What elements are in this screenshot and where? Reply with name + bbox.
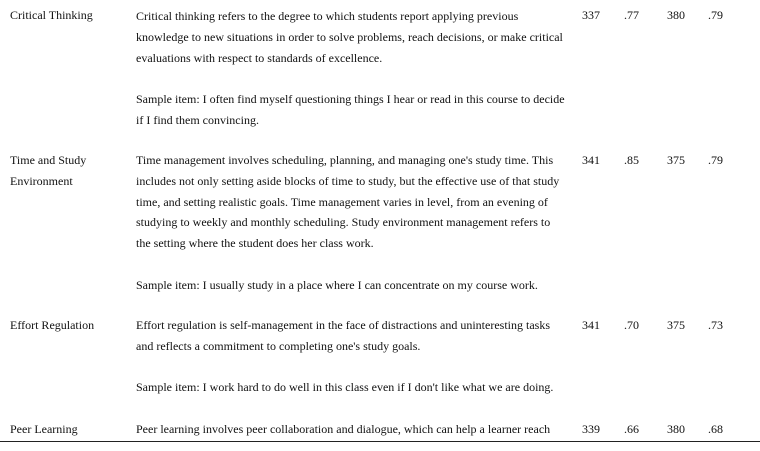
sample-item: Sample item: I usually study in a place where I can concentrate on my course work. (136, 277, 538, 292)
alpha-value-1: .77 (624, 8, 639, 22)
alpha-value-2: .79 (708, 153, 723, 167)
n-value-2: 375 (667, 153, 685, 167)
n-value-1: 337 (582, 8, 600, 22)
alpha-value-1: .85 (624, 153, 639, 167)
construct-label: Effort Regulation (10, 318, 95, 332)
construct-description: Time management involves scheduling, planning, and managing one's study time. This includes not only setting aside blocks of time to study, but the effective use of that study time, and setting realistic goals. Time management varies in level, from an evening of studying to weekly and monthly scheduling. Study environment management refers to the setting where the student does her class work. (136, 153, 560, 251)
sample-item: Sample item: I work hard to do well in this class even if I don't like what we are doing. (136, 380, 554, 395)
n-value-2: 380 (667, 8, 685, 22)
n-value-1: 341 (582, 153, 600, 167)
construct-description: Peer learning involves peer collaboration and dialogue, which can help a learner reach (136, 422, 551, 436)
construct-description: Effort regulation is self-management in the face of distractions and uninteresting tasks and reflects a commitment to completing one's study goals. (136, 318, 550, 353)
construct-label: Time and Study Environment (10, 153, 87, 188)
construct-description-cell (136, 6, 566, 131)
n-value-1: 341 (582, 318, 600, 332)
construct-description-cell (136, 150, 566, 296)
construct-description: Critical thinking refers to the degree to which students report applying previous knowledge to new situations in order to solve problems, reach decisions, or make critical evaluations with respect to standards of excellence. (136, 9, 563, 65)
n-value-2: 380 (667, 422, 685, 436)
alpha-value-2: .79 (708, 8, 723, 22)
sample-item: Sample item: I often find myself questioning things I hear or read in this course to decide if I find them convincing. (136, 92, 565, 127)
alpha-value-2: .68 (708, 422, 723, 436)
alpha-value-1: .70 (624, 318, 639, 332)
construct-description-cell (136, 315, 566, 398)
construct-label: Peer Learning (10, 422, 78, 436)
table-bottom-rule (0, 441, 760, 442)
construct-description-cell (136, 419, 566, 440)
alpha-value-1: .66 (624, 422, 639, 436)
construct-label: Critical Thinking (10, 8, 93, 22)
n-value-1: 339 (582, 422, 600, 436)
n-value-2: 375 (667, 318, 685, 332)
alpha-value-2: .73 (708, 318, 723, 332)
